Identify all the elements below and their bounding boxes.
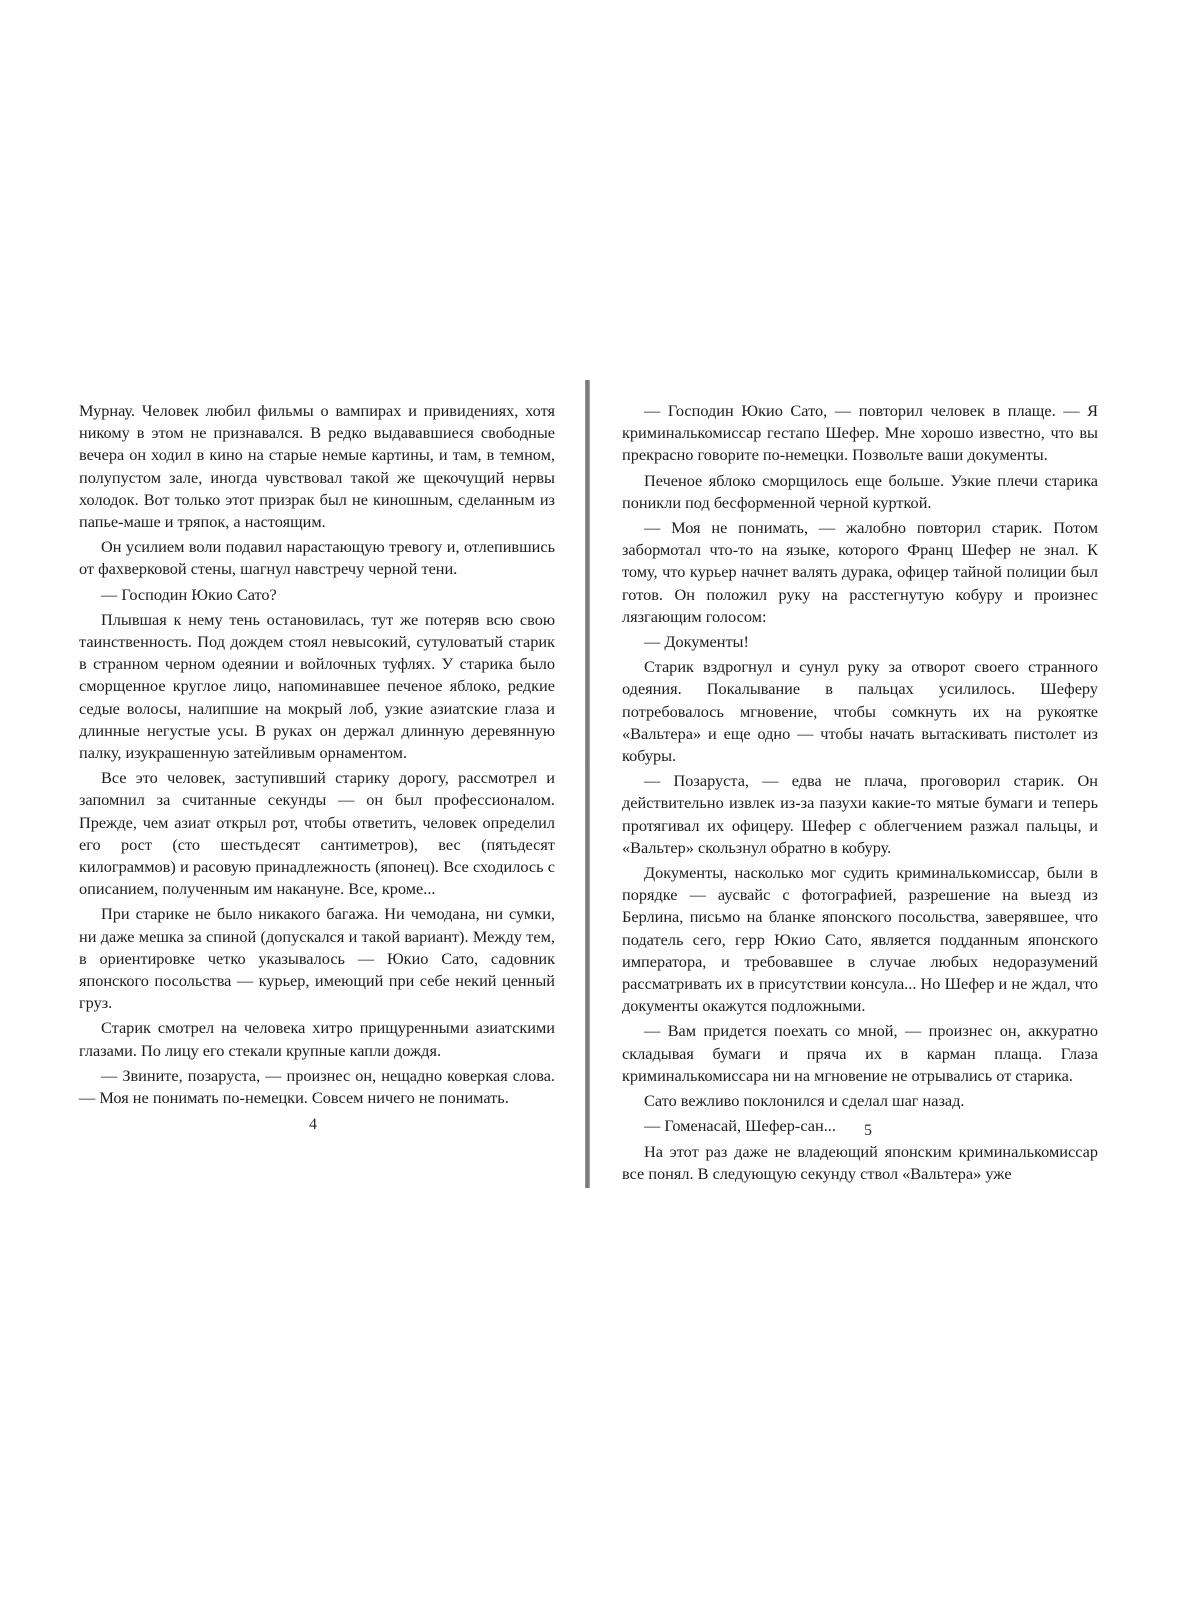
paragraph: — Звините, позаруста, — произнес он, нещадно коверкая слова. — Моя не понимать по-немецки. Совсем ничего не понимать. xyxy=(79,1065,555,1108)
paragraph: Все это человек, заступивший старику дорогу, рассмотрел и запомнил за считанные секунды — он был профессионалом. Прежде, чем азиат открыл рот, чтобы ответить, человек определил его рост (сто шестьдесят сантиметров), вес (пятьдесят килограммов) и расовую принадлежность (японец). Все сходилось с описанием, полученным им накануне. Все, кроме... xyxy=(79,768,555,899)
paragraph: — Вам придется поехать со мной, — произнес он, аккуратно складывая бумаги и пряча их в карман плаща. Глаза криминалькомиссара ни на мгновение не отрывались от старика. xyxy=(622,1021,1098,1085)
paragraph: Старик вздрогнул и сунул руку за отворот своего странного одеяния. Покалывание в пальцах усилилось. Шеферу потребовалось мгновение, чтобы сомкнуть их на рукоятке «Вальтера» и еще одно — чтобы начать вытаскивать пистолет из кобуры. xyxy=(622,657,1098,766)
paragraph: — Моя не понимать, — жалобно повторил старик. Потом забормотал что-то на языке, которого Франц Шефер не знал. К тому, что курьер начнет валять дурака, офицер тайной полиции был готов. Он положил руку на расстегнутую кобуру и произнес лязгающим голосом: xyxy=(622,518,1098,626)
page-number: 4 xyxy=(309,1116,317,1133)
paragraph: — Господин Юкио Сато? xyxy=(101,584,277,604)
paragraph: Он усилием воли подавил нарастающую тревогу и, отлепившись от фахверковой стены, шагнул навстречу черной тени. xyxy=(79,537,555,579)
right-page xyxy=(622,400,1098,1185)
paragraph: Мурнау. Человек любил фильмы о вампирах и привидениях, хотя никому в этом не признавался. В редко выдававшиеся свободные вечера он ходил в кино на старые немые картины, и там, в темном, полупустом зале, иногда чувствовал такой же щекочущий нервы холодок. Вот только этот призрак был не киношным, сделанным из папье-маше и тряпок, а настоящим. xyxy=(79,401,555,532)
paragraph: — Документы! xyxy=(644,632,749,652)
paragraph: Плывшая к нему тень остановилась, тут же потеряв всю свою таинственность. Под дождем стоял невысокий, сутуловатый старик в странном черном одеянии и войлочных туфлях. У старика было сморщенное круглое лицо, напоминавшее печеное яблоко, редкие седые волосы, налипшие на мокрый лоб, узкие азиатские глаза и длинные негустые усы. В руках он держал длинную деревянную палку, изукрашенную затейливым орнаментом. xyxy=(79,609,555,763)
paragraph: Сато вежливо поклонился и сделал шаг назад. xyxy=(644,1091,965,1111)
page-number: 5 xyxy=(864,1122,872,1139)
left-page-text xyxy=(79,400,555,1109)
paragraph: При старике не было никакого багажа. Ни чемодана, ни сумки, ни даже мешка за спиной (допускался и такой вариант). Между тем, в ориентировке четко указывалось — Юкио Сато, садовник японского посольства — курьер, имеющий при себе некий ценный груз. xyxy=(79,904,555,1013)
paragraph: — Гоменасай, Шефер-сан... xyxy=(644,1116,836,1136)
left-page xyxy=(79,400,555,1109)
paragraph: На этот раз даже не владеющий японским криминалькомиссар все понял. В следующую секунду ствол «Вальтера» уже xyxy=(622,1141,1098,1183)
book-spine xyxy=(585,380,590,1188)
paragraph: — Господин Юкио Сато, — повторил человек в плаще. — Я криминалькомиссар гестапо Шефер. Мне хорошо известно, что вы прекрасно говорите по-немецки. Позвольте ваши документы. xyxy=(622,401,1098,465)
paragraph: Старик смотрел на человека хитро прищуренными азиатскими глазами. По лицу его стекали крупные капли дождя. xyxy=(79,1018,555,1060)
right-page-text xyxy=(622,400,1098,1185)
paragraph: Документы, насколько мог судить криминалькомиссар, были в порядке — аусвайс с фотографией, разрешение на выезд из Берлина, письмо на бланке японского посольства, заверявшее, что податель сего, герр Юкио Сато, является подданным японского императора, и требовавшее в случае любых недоразумений рассматривать их в присутствии консула... Но Шефер и не ждал, что документы окажутся подложными. xyxy=(622,863,1098,1016)
paragraph: — Позаруста, — едва не плача, проговорил старик. Он действительно извлек из-за пазухи какие-то мятые бумаги и теперь протягивал их офицеру. Шефер с облегчением разжал пальцы, и «Вальтер» скользнул обратно в кобуру. xyxy=(622,771,1098,857)
paragraph: Печеное яблоко сморщилось еще больше. Узкие плечи старика поникли под бесформенной черной курткой. xyxy=(622,470,1098,512)
